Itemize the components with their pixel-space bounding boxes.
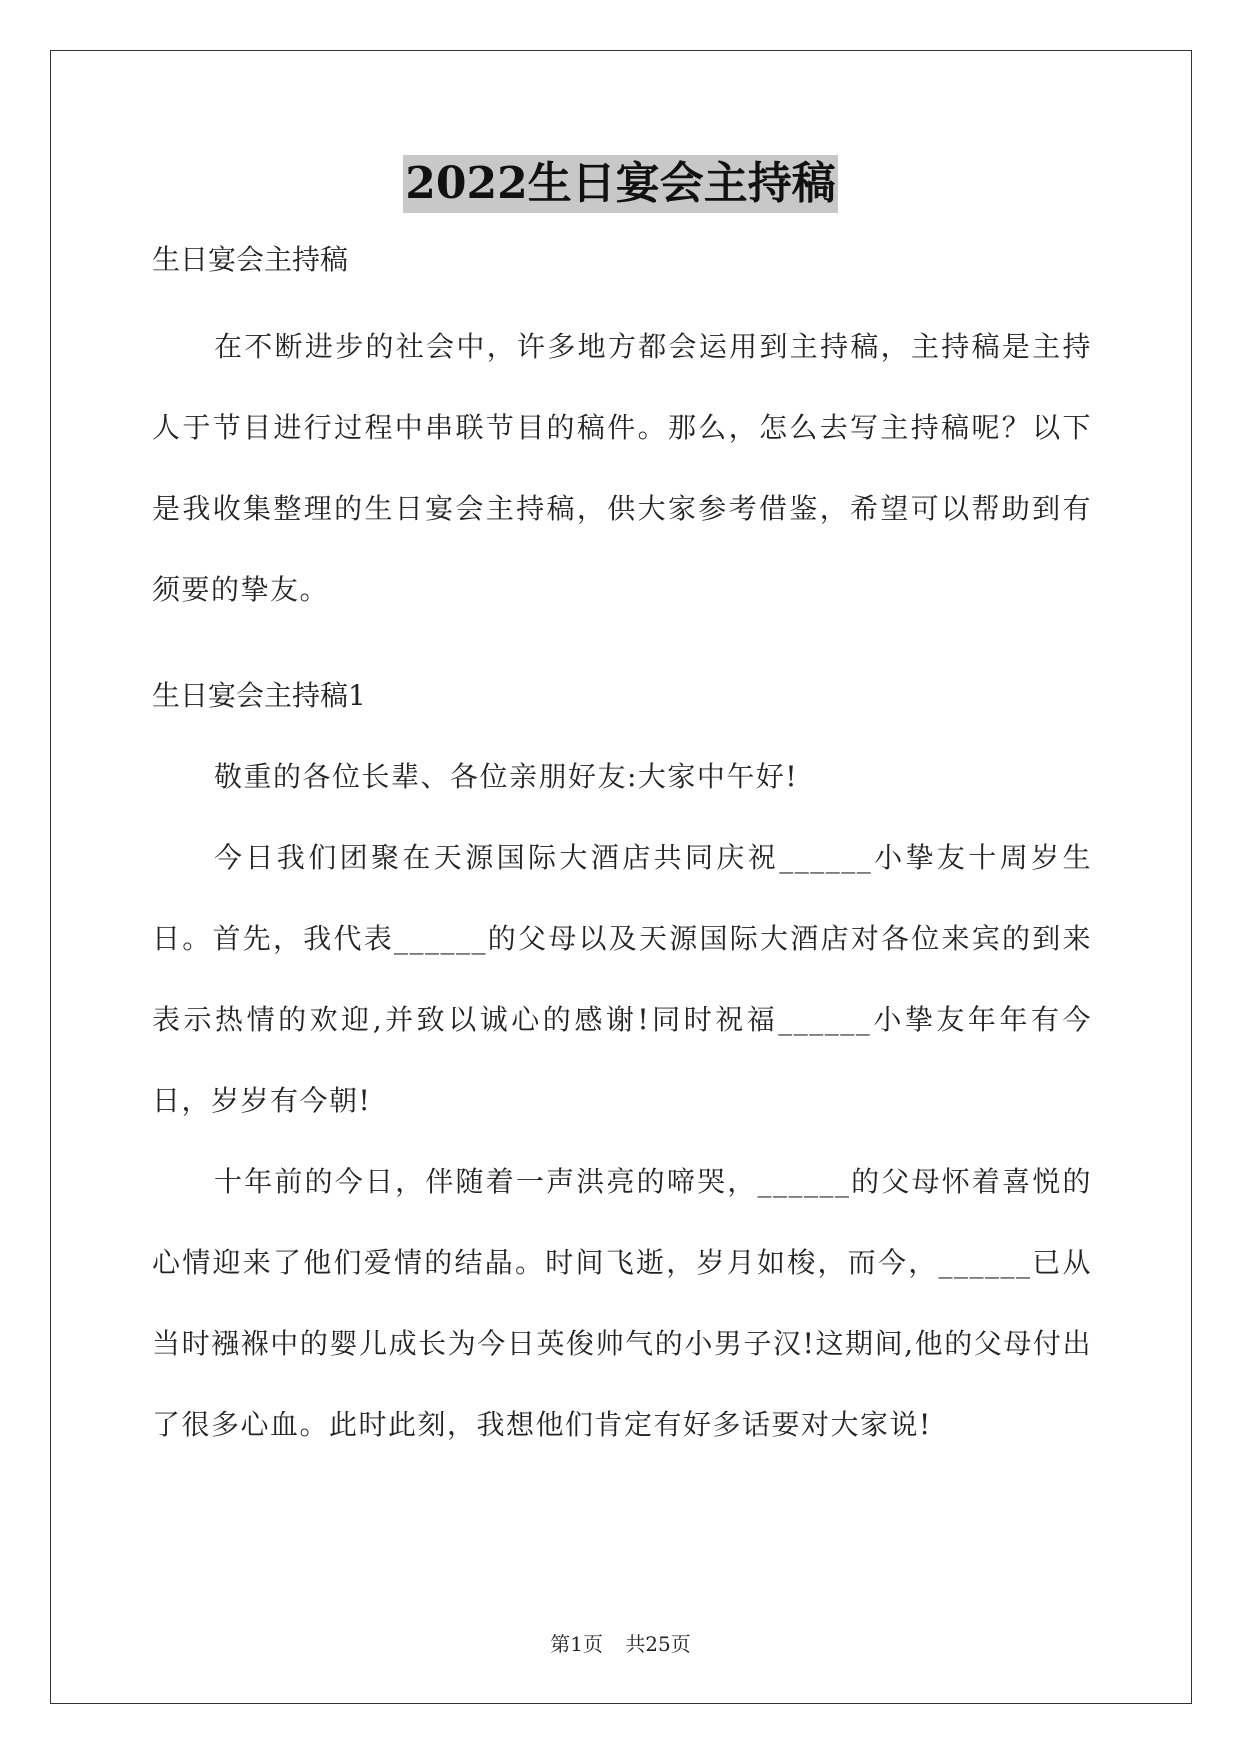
title-container <box>0 155 1241 213</box>
spacer <box>152 630 1092 676</box>
document-title: 2022生日宴会主持稿 <box>403 155 837 213</box>
paragraph-greeting: 敬重的各位长辈、各位亲朋好友:大家中午好! <box>214 760 799 793</box>
paragraph-celebration: 今日我们团聚在天源国际大酒店共同庆祝______小挚友十周岁生日。首先，我代表______的父母以及天源国际大酒店对各位来宾的到来表示热情的欢迎,并致以诚心的感谢!同时祝福______小挚友年年有今日，岁岁有今朝! <box>152 841 1092 1117</box>
page-number: 第1页 <box>550 1632 603 1656</box>
subtitle: 生日宴会主持稿 <box>152 243 349 276</box>
paragraph-history: 十年前的今日，伴随着一声洪亮的啼哭，______的父母怀着喜悦的心情迎来了他们爱情的结晶。时间飞逝，岁月如梭，而今，______已从当时襁褓中的婴儿成长为今日英俊帅气的小男子汉!这期间,他的父母付出了很多心血。此时此刻，我想他们肯定有好多话要对大家说! <box>152 1165 1092 1441</box>
intro-paragraph: 在不断进步的社会中，许多地方都会运用到主持稿，主持稿是主持人于节目进行过程中串联节目的稿件。那么，怎么去写主持稿呢？以下是我收集整理的生日宴会主持稿，供大家参考借鉴，希望可以帮助到有须要的挚友。 <box>152 330 1092 606</box>
document-body <box>152 240 1092 1465</box>
page-footer <box>0 1628 1241 1657</box>
section-heading: 生日宴会主持稿1 <box>152 679 366 712</box>
page-total: 共25页 <box>625 1632 691 1656</box>
